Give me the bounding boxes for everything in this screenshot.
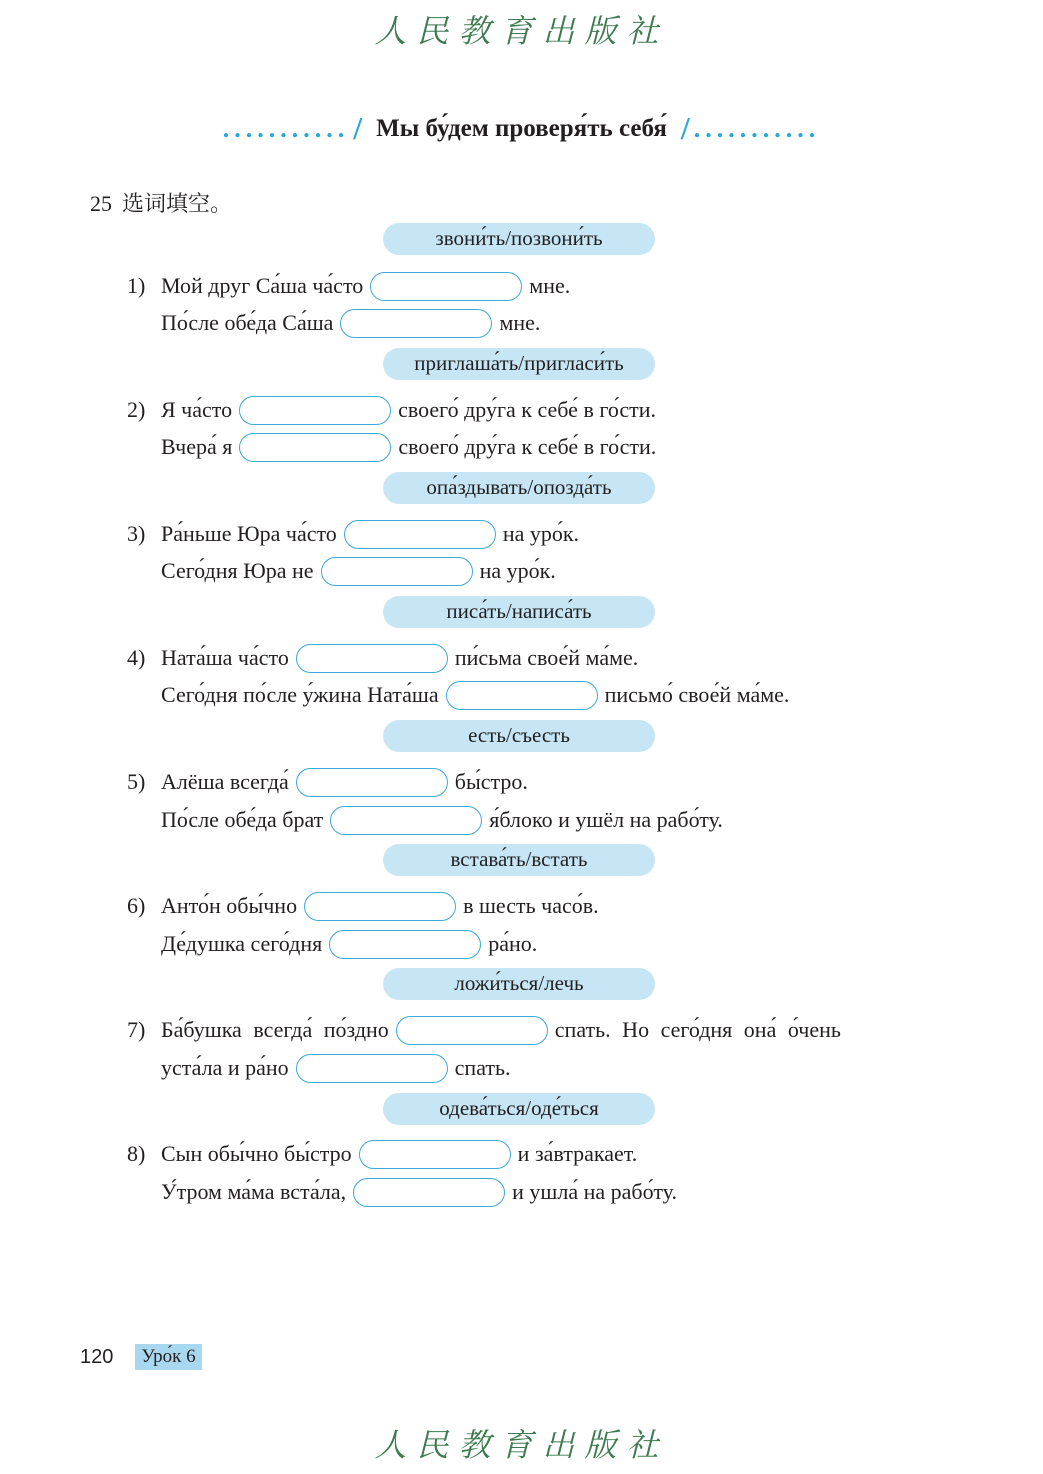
exercise-number: 8)	[127, 1141, 146, 1166]
word-pair-3: опа́здывать/опозда́ть	[383, 472, 655, 504]
page-number: 120	[80, 1345, 114, 1368]
exercise-3-line-2	[127, 554, 556, 588]
sentence-text: бы́стро.	[454, 769, 528, 794]
sentence-text: в шесть часо́в.	[463, 893, 599, 918]
sentence-text: По́сле обе́да Са́ша	[161, 310, 334, 335]
sentence-text: и за́втракает.	[517, 1141, 638, 1166]
page-title: Мы бу́дем проверя́ть себя́	[376, 114, 667, 142]
word-pair-5: есть/съесть	[383, 720, 655, 752]
exercise-8-line-1	[127, 1137, 637, 1171]
answer-blank[interactable]	[329, 930, 481, 959]
word-pair-2: приглаша́ть/пригласи́ть	[383, 348, 655, 380]
sentence-text: Я ча́сто	[161, 397, 233, 422]
sentence-text: Анто́н обы́чно	[161, 893, 298, 918]
exercise-8-line-2	[127, 1175, 677, 1209]
exercise-6-line-2	[127, 927, 537, 961]
sentence-text: я́блоко и ушёл на рабо́ту.	[489, 807, 723, 832]
answer-blank[interactable]	[330, 806, 482, 835]
sentence-text: своего́ дру́га к себе́ в го́сти.	[398, 434, 657, 459]
sentence-text: Де́душка сего́дня	[161, 931, 323, 956]
exercise-3-line-1	[127, 517, 579, 551]
answer-blank[interactable]	[340, 309, 492, 338]
title-slash-right: /	[680, 110, 690, 146]
exercise-2-line-2	[127, 430, 656, 464]
exercise-7-line-1	[127, 1013, 841, 1047]
exercise-6-line-1	[127, 889, 599, 923]
sentence-text: Ра́ньше Юра ча́сто	[161, 521, 337, 546]
task-heading	[90, 187, 232, 218]
page-footer	[80, 1344, 202, 1370]
word-pair-7: ложи́ться/лечь	[383, 968, 655, 1000]
exercise-1-line-2	[127, 306, 540, 340]
exercise-5-line-1	[127, 765, 528, 799]
sentence-text: Мой друг Са́ша ча́сто	[161, 273, 364, 298]
sentence-text: Сын обы́чно бы́стро	[161, 1141, 352, 1166]
answer-blank[interactable]	[370, 272, 522, 301]
sentence-text: По́сле обе́да брат	[161, 807, 324, 832]
exercise-5-line-2	[127, 803, 723, 837]
answer-blank[interactable]	[296, 644, 448, 673]
sentence-text: Ба́бушка всегда́ по́здно	[161, 1017, 389, 1042]
answer-blank[interactable]	[239, 433, 391, 462]
publisher-logo-top: 人民教育出版社	[374, 12, 669, 50]
exercise-number: 4)	[127, 645, 146, 670]
answer-blank[interactable]	[321, 557, 473, 586]
answer-blank[interactable]	[304, 892, 456, 921]
sentence-text: спать.	[454, 1055, 511, 1080]
task-instruction: 选词填空。	[122, 191, 233, 216]
answer-blank[interactable]	[296, 768, 448, 797]
sentence-text: уста́ла и ра́но	[161, 1055, 289, 1080]
word-pair-4: писа́ть/написа́ть	[383, 596, 655, 628]
exercise-1-line-1	[127, 269, 570, 303]
sentence-text: пи́сьма свое́й ма́ме.	[454, 645, 639, 670]
answer-blank[interactable]	[396, 1016, 548, 1045]
lesson-label: Уро́к 6	[135, 1344, 201, 1370]
sentence-text: своего́ дру́га к себе́ в го́сти.	[398, 397, 657, 422]
sentence-text: и ушла́ на рабо́ту.	[512, 1179, 677, 1204]
sentence-text: Ната́ша ча́сто	[161, 645, 289, 670]
answer-blank[interactable]	[296, 1054, 448, 1083]
sentence-text: Сего́дня Юра не	[161, 558, 314, 583]
sentence-text: мне.	[499, 310, 541, 335]
title-dots-left: ...........	[222, 113, 350, 143]
word-pair-1: звони́ть/позвони́ть	[383, 223, 655, 255]
sentence-text: мне.	[529, 273, 571, 298]
publisher-logo-bottom: 人民教育出版社	[374, 1426, 669, 1464]
answer-blank[interactable]	[353, 1178, 505, 1207]
sentence-text: Вчера́ я	[161, 434, 233, 459]
answer-blank[interactable]	[239, 396, 391, 425]
word-pair-6: встава́ть/встать	[383, 844, 655, 876]
sentence-text: на уро́к.	[502, 521, 580, 546]
exercise-number: 6)	[127, 893, 146, 918]
exercise-number: 5)	[127, 769, 146, 794]
exercise-4-line-2	[127, 678, 789, 712]
section-title	[0, 110, 1043, 147]
exercise-2-line-1	[127, 393, 656, 427]
answer-blank[interactable]	[344, 520, 496, 549]
title-dots-right: ...........	[693, 113, 821, 143]
exercise-number: 2)	[127, 397, 146, 422]
sentence-text: на уро́к.	[479, 558, 556, 583]
sentence-text: спать. Но сего́дня она́ о́чень	[554, 1017, 841, 1042]
title-slash-left: /	[353, 110, 363, 146]
sentence-text: письмо́ свое́й ма́ме.	[604, 682, 790, 707]
answer-blank[interactable]	[446, 681, 598, 710]
exercise-7-line-2	[127, 1051, 511, 1085]
sentence-text: Алёша всегда́	[161, 769, 289, 794]
exercise-number: 1)	[127, 273, 146, 298]
sentence-text: Сего́дня по́сле у́жина Ната́ша	[161, 682, 439, 707]
exercise-4-line-1	[127, 641, 638, 675]
sentence-text: У́тром ма́ма вста́ла,	[161, 1179, 347, 1204]
sentence-text: ра́но.	[488, 931, 538, 956]
exercise-number: 3)	[127, 521, 146, 546]
task-number: 25	[90, 191, 112, 216]
word-pair-8: одева́ться/оде́ться	[383, 1093, 655, 1125]
exercise-number: 7)	[127, 1017, 146, 1042]
answer-blank[interactable]	[359, 1140, 511, 1169]
